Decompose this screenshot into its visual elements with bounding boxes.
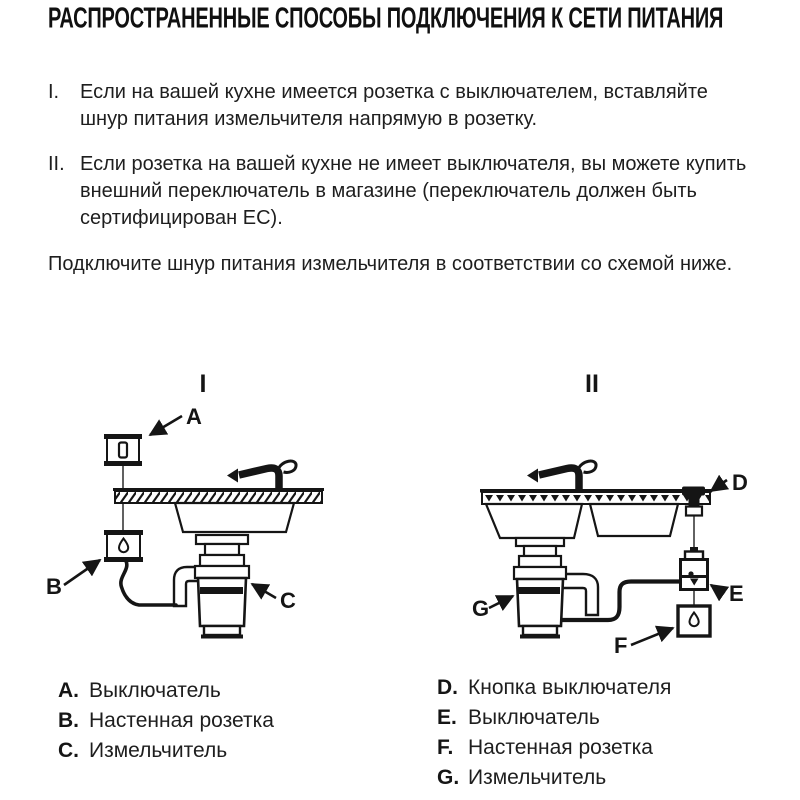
- instruction-step-1: [48, 79, 758, 133]
- legend-item-g: [437, 763, 671, 793]
- legend-text: Выключатель: [89, 679, 221, 702]
- legend-text: Настенная розетка: [468, 736, 653, 759]
- callout-a-arrow: [150, 416, 182, 435]
- power-cord: [121, 561, 176, 605]
- countertop: [480, 491, 712, 504]
- legend-text: Выключатель: [468, 706, 600, 729]
- legend-item-e: [437, 703, 671, 733]
- sink-basin-left: [486, 504, 582, 538]
- diagram-2-numeral: II: [585, 370, 599, 398]
- faucet-icon: [527, 461, 596, 491]
- legend-letter: B.: [58, 709, 79, 732]
- connection-note: Подключите шнур питания измельчителя в соответствии со схемой ниже.: [48, 253, 733, 275]
- page-title: РАСПРОСТРАНЕННЫЕ СПОСОБЫ ПОДКЛЮЧЕНИЯ К СЕТИ ПИТАНИЯ: [48, 3, 724, 35]
- callout-e-label: E: [729, 581, 744, 606]
- sink-basin: [175, 503, 294, 532]
- legend-text: Измельчитель: [89, 739, 228, 762]
- wiring-diagram-2: [418, 348, 800, 670]
- disposer-unit: [514, 538, 566, 637]
- callout-b-arrow: [64, 560, 100, 585]
- wall-switch-icon: [104, 435, 142, 465]
- legend-text: Кнопка выключателя: [468, 676, 672, 699]
- wall-socket-icon: [104, 531, 143, 561]
- wiring-diagram-1: [40, 348, 380, 670]
- countertop: [113, 490, 324, 504]
- legend-item-a: [58, 676, 274, 706]
- drain-elbow: [560, 574, 598, 615]
- diagram-1-numeral: I: [199, 370, 207, 398]
- legend-diagram-2: [437, 673, 671, 793]
- callout-a-label: A: [186, 404, 202, 429]
- sink-basin-right: [590, 504, 678, 536]
- callout-e-arrow: [711, 585, 724, 594]
- callout-b-label: B: [46, 574, 62, 599]
- callout-d-arrow: [711, 480, 727, 491]
- disposer-unit: [195, 535, 249, 637]
- legend-diagram-1: [58, 676, 274, 766]
- step-2-marker: II.: [48, 153, 65, 175]
- callout-c-arrow: [252, 584, 276, 598]
- inline-switch-icon: [681, 547, 708, 590]
- legend-letter: A.: [58, 679, 79, 702]
- step-1-marker: I.: [48, 81, 60, 103]
- callout-d-label: D: [732, 470, 748, 495]
- legend-letter: E.: [437, 706, 457, 729]
- legend-item-f: [437, 733, 671, 763]
- callout-g-arrow: [489, 596, 513, 608]
- step-2-text: Если розетка на вашей кухне не имеет выключателя, вы можете купить внешний переключатель в магазине (переключатель должен быть сертифицирован ЕС).: [80, 153, 747, 229]
- legend-letter: G.: [437, 766, 460, 789]
- legend-letter: C.: [58, 739, 79, 762]
- step-1-text: Если на вашей кухне имеется розетка с выключателем, вставляйте шнур питания измельчителя напрямую в розетку.: [80, 81, 708, 130]
- legend-text: Настенная розетка: [89, 709, 274, 732]
- faucet-icon: [227, 461, 296, 491]
- legend-letter: F.: [437, 736, 454, 759]
- legend-text: Измельчитель: [468, 766, 607, 789]
- instruction-step-2: [48, 151, 758, 232]
- legend-letter: D.: [437, 676, 458, 699]
- callout-f-arrow: [631, 628, 673, 645]
- callout-c-label: C: [280, 588, 296, 613]
- callout-f-label: F: [614, 633, 628, 658]
- legend-item-c: [58, 736, 274, 766]
- legend-item-b: [58, 706, 274, 736]
- wall-socket-icon: [678, 606, 710, 636]
- callout-g-label: G: [472, 596, 490, 621]
- legend-item-d: [437, 673, 671, 703]
